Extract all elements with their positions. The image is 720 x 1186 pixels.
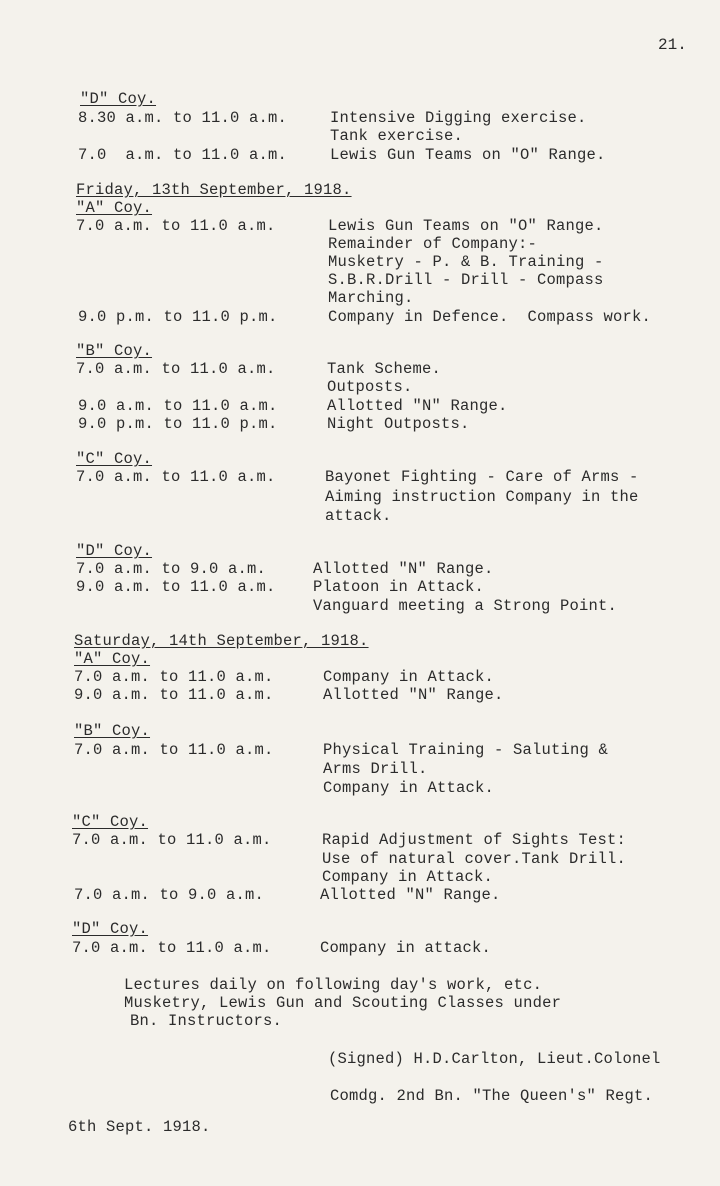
activity-line: Physical Training - Saluting & bbox=[323, 741, 609, 759]
activity-line: Aiming instruction Company in the bbox=[325, 488, 639, 506]
activity-line: Night Outposts. bbox=[327, 415, 470, 433]
time-slot: 9.0 a.m. to 11.0 a.m. bbox=[78, 397, 278, 415]
time-slot: 7.0 a.m. to 11.0 a.m. bbox=[78, 146, 288, 164]
activity-line: Lewis Gun Teams on "O" Range. bbox=[330, 146, 606, 164]
page-number: 21. bbox=[658, 36, 687, 54]
activity-line: Tank Scheme. bbox=[327, 360, 442, 378]
time-slot: 9.0 p.m. to 11.0 p.m. bbox=[78, 415, 278, 433]
coy-heading: "B" Coy. bbox=[74, 722, 151, 740]
note-line: Lectures daily on following day's work, etc. bbox=[124, 976, 543, 994]
activity-line: Bayonet Fighting - Care of Arms - bbox=[325, 468, 639, 486]
day-heading: Friday, 13th September, 1918. bbox=[76, 181, 352, 199]
activity-line: Vanguard meeting a Strong Point. bbox=[313, 597, 618, 615]
activity-line: Allotted "N" Range. bbox=[320, 886, 501, 904]
activity-line: Musketry - P. & B. Training - bbox=[328, 253, 604, 271]
activity-line: Tank exercise. bbox=[330, 127, 464, 145]
coy-heading: "B" Coy. bbox=[76, 342, 153, 360]
activity-line: Use of natural cover.Tank Drill. bbox=[322, 850, 627, 868]
coy-heading: "A" Coy. bbox=[74, 650, 151, 668]
activity-line: attack. bbox=[325, 507, 392, 525]
activity-line: Intensive Digging exercise. bbox=[330, 109, 587, 127]
time-slot: 7.0 a.m. to 11.0 a.m. bbox=[72, 939, 272, 957]
time-slot: 7.0 a.m. to 9.0 a.m. bbox=[74, 886, 265, 904]
activity-line: Allotted "N" Range. bbox=[313, 560, 494, 578]
note-line: Bn. Instructors. bbox=[130, 1012, 283, 1030]
activity-line: Platoon in Attack. bbox=[313, 578, 485, 596]
activity-line: Allotted "N" Range. bbox=[327, 397, 508, 415]
activity-line: Remainder of Company:- bbox=[328, 235, 538, 253]
time-slot: 7.0 a.m. to 11.0 a.m. bbox=[74, 741, 274, 759]
document-date: 6th Sept. 1918. bbox=[68, 1118, 211, 1136]
activity-line: Lewis Gun Teams on "O" Range. bbox=[328, 217, 604, 235]
coy-heading: "D" Coy. bbox=[76, 542, 153, 560]
time-slot: 8.30 a.m. to 11.0 a.m. bbox=[78, 109, 288, 127]
time-slot: 7.0 a.m. to 11.0 a.m. bbox=[76, 217, 276, 235]
time-slot: 7.0 a.m. to 11.0 a.m. bbox=[74, 668, 274, 686]
signature: (Signed) H.D.Carlton, Lieut.Colonel bbox=[328, 1050, 661, 1068]
activity-line: Outposts. bbox=[327, 378, 413, 396]
coy-heading: "C" Coy. bbox=[76, 450, 153, 468]
activity-line: Company in attack. bbox=[320, 939, 492, 957]
activity-line: Company in Defence. Compass work. bbox=[328, 308, 652, 326]
time-slot: 7.0 a.m. to 9.0 a.m. bbox=[76, 560, 267, 578]
activity-line: S.B.R.Drill - Drill - Compass bbox=[328, 271, 604, 289]
time-slot: 7.0 a.m. to 11.0 a.m. bbox=[76, 360, 276, 378]
activity-line: Marching. bbox=[328, 289, 414, 307]
time-slot: 9.0 a.m. to 11.0 a.m. bbox=[74, 686, 274, 704]
activity-line: Company in Attack. bbox=[323, 779, 495, 797]
coy-heading: "D" Coy. bbox=[80, 90, 157, 108]
time-slot: 7.0 a.m. to 11.0 a.m. bbox=[72, 831, 272, 849]
time-slot: 7.0 a.m. to 11.0 a.m. bbox=[76, 468, 276, 486]
coy-heading: "D" Coy. bbox=[72, 920, 149, 938]
time-slot: 9.0 a.m. to 11.0 a.m. bbox=[76, 578, 276, 596]
coy-heading: "A" Coy. bbox=[76, 199, 153, 217]
day-heading: Saturday, 14th September, 1918. bbox=[74, 632, 369, 650]
activity-line: Company in Attack. bbox=[323, 668, 495, 686]
activity-line: Arms Drill. bbox=[323, 760, 428, 778]
activity-line: Allotted "N" Range. bbox=[323, 686, 504, 704]
activity-line: Rapid Adjustment of Sights Test: bbox=[322, 831, 627, 849]
time-slot: 9.0 p.m. to 11.0 p.m. bbox=[78, 308, 278, 326]
note-line: Musketry, Lewis Gun and Scouting Classes under bbox=[124, 994, 562, 1012]
command-line: Comdg. 2nd Bn. "The Queen's" Regt. bbox=[330, 1087, 654, 1105]
activity-line: Company in Attack. bbox=[322, 868, 494, 886]
coy-heading: "C" Coy. bbox=[72, 813, 149, 831]
